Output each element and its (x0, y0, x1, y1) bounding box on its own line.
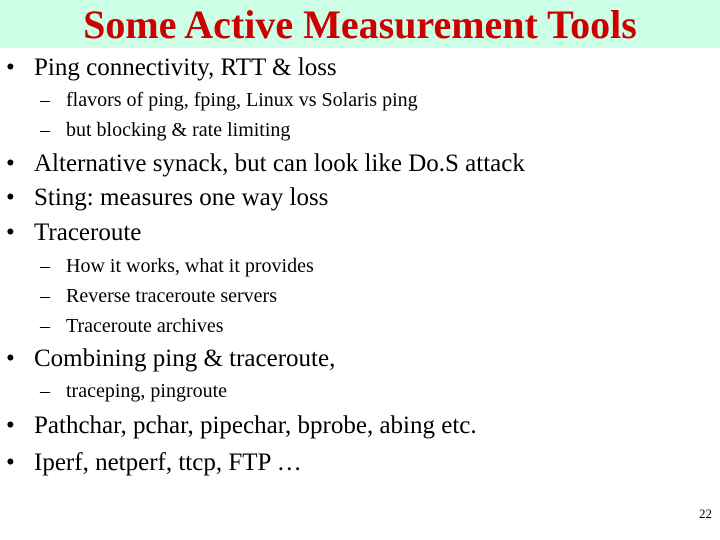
bullet-text: Alternative synack, but can look like Do.S attack (34, 150, 525, 177)
bullet-dot: • (6, 219, 15, 246)
bullet-text: Combining ping & traceroute, (34, 345, 336, 372)
bullet-item (6, 344, 335, 374)
bullet-text: Traceroute (34, 219, 142, 246)
sub-bullet-item (40, 88, 418, 112)
sub-bullet-text: Reverse traceroute servers (66, 285, 277, 307)
sub-bullet-item (40, 254, 314, 278)
sub-bullet-text: but blocking & rate limiting (66, 119, 291, 141)
bullet-dot: • (6, 54, 15, 81)
bullet-dot: • (6, 184, 15, 211)
bullet-item (6, 448, 302, 478)
bullet-text: Sting: measures one way loss (34, 184, 329, 211)
bullet-dot: • (6, 412, 15, 439)
bullet-dash: – (40, 285, 50, 307)
bullet-dash: – (40, 119, 50, 141)
bullet-item (6, 218, 141, 248)
bullet-dash: – (40, 315, 50, 337)
sub-bullet-item (40, 379, 227, 403)
sub-bullet-text: flavors of ping, fping, Linux vs Solaris ping (66, 89, 418, 111)
bullet-dash: – (40, 380, 50, 402)
bullet-item (6, 411, 477, 441)
sub-bullet-text: traceping, pingroute (66, 380, 228, 402)
bullet-text: Pathchar, pchar, pipechar, bprobe, abing etc. (34, 412, 477, 439)
bullet-item (6, 183, 328, 213)
bullet-text: Ping connectivity, RTT & loss (34, 54, 337, 81)
bullet-item (6, 149, 525, 179)
bullet-dash: – (40, 255, 50, 277)
sub-bullet-item (40, 118, 290, 142)
sub-bullet-item (40, 314, 224, 338)
bullet-dot: • (6, 449, 15, 476)
bullet-dash: – (40, 89, 50, 111)
sub-bullet-text: Traceroute archives (66, 315, 224, 337)
bullet-item (6, 53, 337, 83)
page-number: 22 (699, 506, 712, 521)
sub-bullet-text: How it works, what it provides (66, 255, 314, 277)
sub-bullet-item (40, 284, 277, 308)
bullet-dot: • (6, 150, 15, 177)
slide-title: Some Active Measurement Tools (83, 2, 637, 47)
bullet-dot: • (6, 345, 15, 372)
bullet-text: Iperf, netperf, ttcp, FTP … (34, 449, 302, 476)
